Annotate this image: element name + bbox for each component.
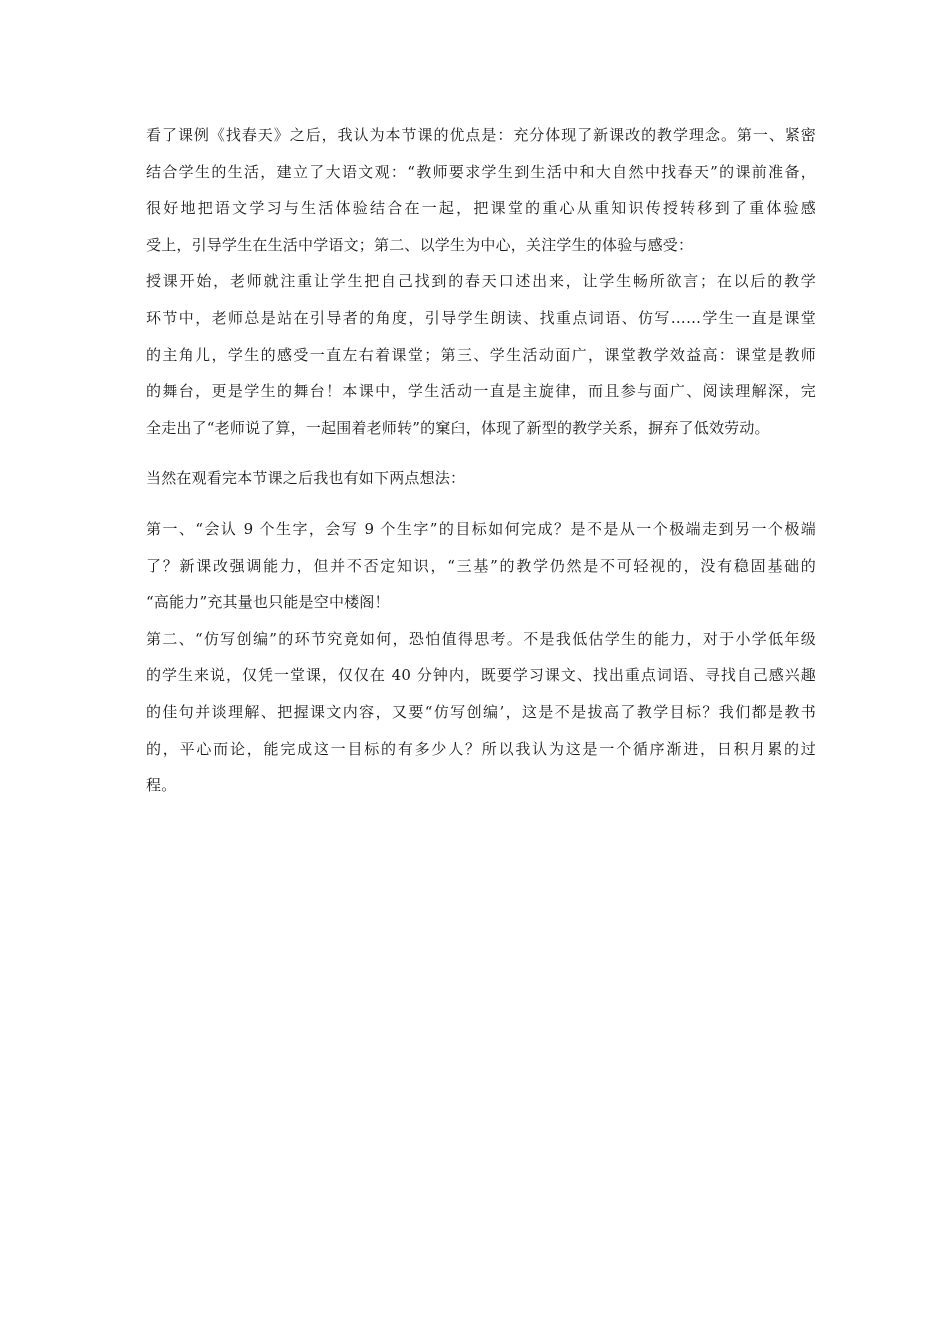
paragraph-strengths-intro <box>146 117 816 263</box>
text-line: 的学生来说，仅凭一堂课，仅仅在 40 分钟内，既要学习课文、找出重点词语、寻找自己感兴趣 <box>146 666 816 685</box>
text-line: 的舞台，更是学生的舞台！本课中，学生活动一直是主旋律，而且参与面广、阅读理解深，完 <box>146 382 816 401</box>
text-line: 受上，引导学生在生活中学语文；第二、以学生为中心，关注学生的体验与感受： <box>146 235 694 254</box>
text-line: 全走出了“老师说了算，一起围着老师转”的窠臼，体现了新型的教学关系，摒弃了低效劳动。 <box>146 418 770 437</box>
text-line: 的主角儿，学生的感受一直左右着课堂；第三、学生活动面广，课堂教学效益高：课堂是教师 <box>146 345 816 364</box>
paragraph-thought-two <box>146 621 816 804</box>
paragraph-thoughts-intro <box>146 460 816 497</box>
text-line: 第二、“仿写创编”的环节究竟如何，恐怕值得思考。不是我低估学生的能力，对于小学低年级 <box>146 629 816 648</box>
text-line: 的，平心而论，能完成这一目标的有多少人？所以我认为这是一个循序渐进，日积月累的过 <box>146 739 816 758</box>
text-line: 当然在观看完本节课之后我也有如下两点想法： <box>146 469 466 488</box>
text-line: 程。 <box>146 776 177 795</box>
document-body <box>146 117 816 804</box>
text-line: 了？新课改强调能力，但并不否定知识，“三基”的教学仍然是不可轻视的，没有稳固基础的 <box>146 556 816 575</box>
paragraph-spacer <box>146 446 816 460</box>
text-line: “高能力”充其量也只能是空中楼阁！ <box>146 593 390 612</box>
paragraph-thought-one <box>146 511 816 621</box>
paragraph-strengths-detail <box>146 263 816 446</box>
text-line: 的佳句并谈理解、把握课文内容，又要“仿写创编’，这是不是拔高了教学目标？我们都是教书 <box>146 702 816 721</box>
text-line: 授课开始，老师就注重让学生把自己找到的春天口述出来，让学生畅所欲言；在以后的教学 <box>146 272 816 291</box>
text-line: 环节中，老师总是站在引导者的角度，引导学生朗读、找重点词语、仿写……学生一直是课堂 <box>146 308 816 327</box>
text-line: 结合学生的生活，建立了大语文观：“教师要求学生到生活中和大自然中找春天”的课前准备， <box>146 162 816 181</box>
text-line: 看了课例《找春天》之后，我认为本节课的优点是：充分体现了新课改的教学理念。第一、紧密 <box>146 126 816 144</box>
text-line: 第一、“会认 9 个生字，会写 9 个生字”的目标如何完成？是不是从一个极端走到另一个极端 <box>146 519 816 538</box>
text-line: 很好地把语文学习与生活体验结合在一起，把课堂的重心从重知识传授转移到了重体验感 <box>146 199 816 218</box>
paragraph-spacer <box>146 497 816 511</box>
